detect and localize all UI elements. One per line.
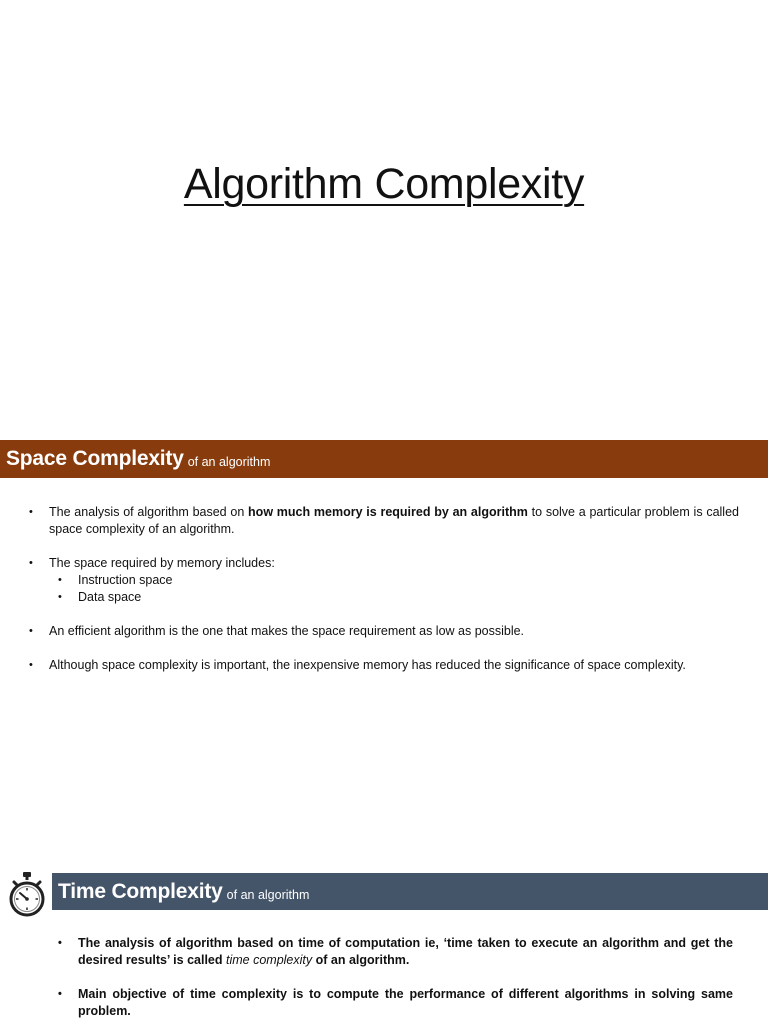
time-complexity-header: [52, 873, 768, 910]
page-title: Algorithm Complexity: [183, 160, 585, 208]
space-header-subtitle: of an algorithm: [187, 455, 271, 469]
time-header-title: Time Complexity: [58, 879, 223, 903]
time-bullet-list: [78, 935, 733, 1020]
space-header-title: Space Complexity: [6, 447, 184, 470]
list-item: • The analysis of algorithm based on how much memory is required by an algorithm to solve a particular problem is called space complexity of an algorithm.: [49, 504, 739, 538]
list-item: • The space required by memory includes: • Instruction space • Data space: [49, 555, 739, 606]
space-complexity-header: [0, 440, 768, 478]
list-item: • Main objective of time complexity is to compute the performance of different algorithms in solving same problem.: [78, 986, 733, 1020]
space-bullet-list: [49, 504, 739, 674]
list-item: • The analysis of algorithm based on time of computation ie, ‘time taken to execute an algorithm and get the desired results’ is called time complexity of an algorithm.: [78, 935, 733, 969]
stopwatch-icon: [8, 870, 46, 918]
space-complexity-slide: [0, 435, 768, 840]
title-slide: [0, 0, 768, 435]
sub-list-item: • Data space: [78, 589, 739, 606]
list-item: • An efficient algorithm is the one that makes the space requirement as low as possible.: [49, 623, 739, 640]
time-complexity-slide: [0, 840, 768, 1024]
sub-list: [49, 572, 739, 606]
list-item: • Although space complexity is important, the inexpensive memory has reduced the significance of space complexity.: [49, 657, 739, 674]
time-header-subtitle: of an algorithm: [226, 887, 310, 902]
sub-list-item: • Instruction space: [78, 572, 739, 589]
